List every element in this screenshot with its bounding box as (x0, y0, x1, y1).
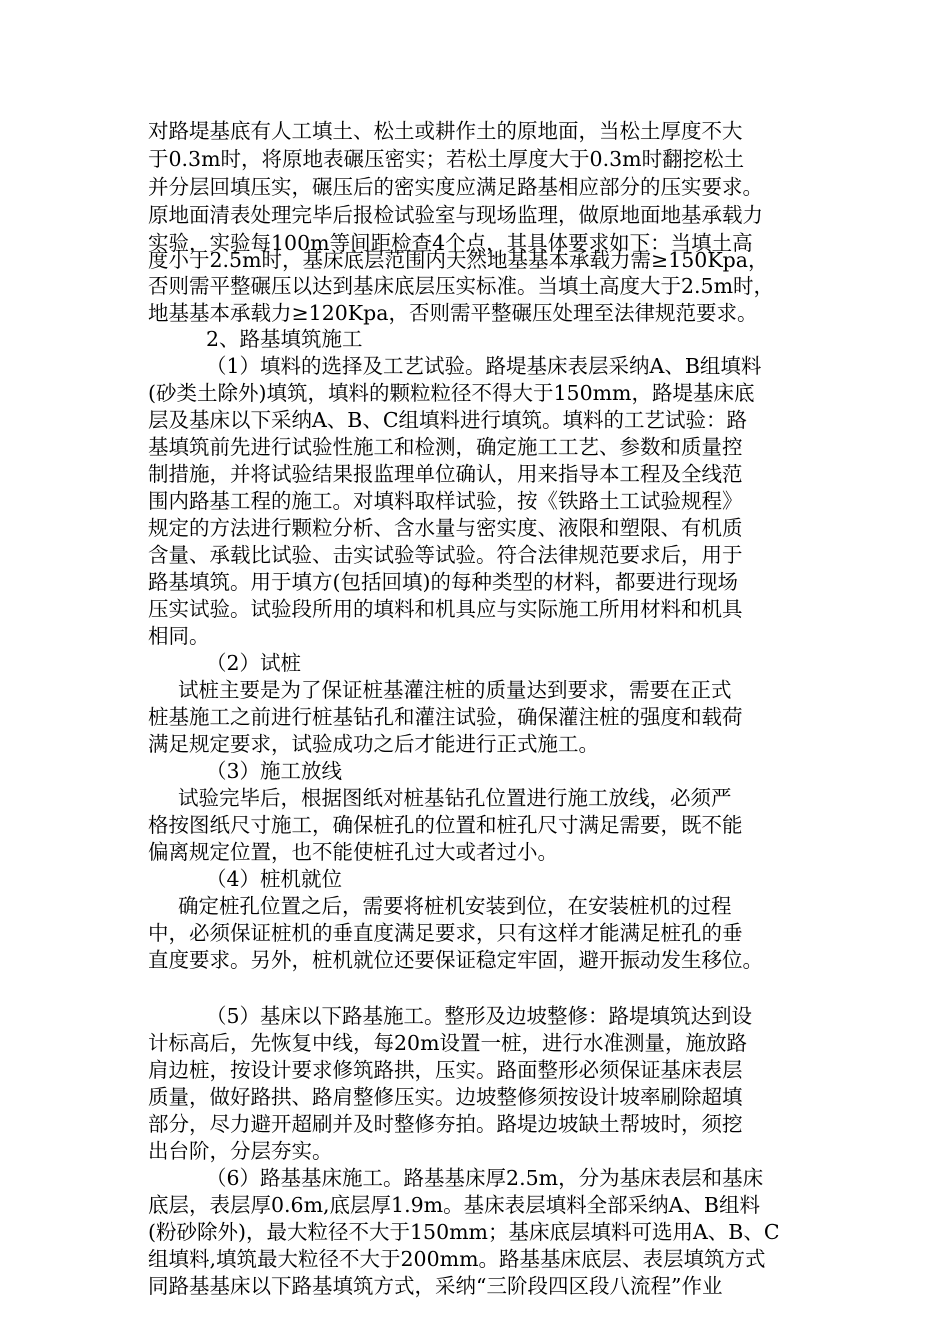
text-line: 实验，实验每100m等间距检查4个点，其具体要求如下：当填土高 (148, 231, 753, 255)
text-line: 中，必须保证桩机的垂直度满足要求，只有这样才能满足桩孔的垂 (148, 921, 743, 945)
text-line: 肩边桩，按设计要求修筑路拱，压实。路面整形必须保证基床表层 (148, 1058, 743, 1082)
text-line: 地基基本承载力≥120Kpa，否则需平整碾压处理至法律规范要求。 (148, 301, 758, 325)
text-line: 出台阶，分层夯实。 (148, 1139, 333, 1163)
text-line: （1）填料的选择及工艺试验。路堤基床表层采纳A、B组填料 (206, 354, 762, 378)
text-line: 质量，做好路拱、路肩整修压实。边坡整修须按设计坡率刷除超填 (148, 1085, 743, 1109)
section-heading: （2）试桩 (206, 651, 302, 675)
text-line: 同路基基床以下路基填筑方式，采纳“三阶段四区段八流程”作业 (148, 1274, 723, 1298)
text-line: 桩基施工之前进行桩基钻孔和灌注试验，确保灌注桩的强度和载荷 (148, 705, 743, 729)
text-line: 度小于2.5m时，基床底层范围内天然地基基本承载力需≥150Kpa， (148, 248, 769, 272)
section-heading: （3）施工放线 (206, 759, 343, 783)
text-line: 原地面清表处理完毕后报检试验室与现场监理，做原地面地基承载力 (148, 203, 763, 227)
text-line: 压实试验。试验段所用的填料和机具应与实际施工所用材料和机具 (148, 597, 743, 621)
text-line: （6）路基基床施工。路基基床厚2.5m，分为基床表层和基床 (206, 1166, 764, 1190)
section-heading: 2、路基填筑施工 (206, 327, 363, 351)
text-line: 格按图纸尺寸施工，确保桩孔的位置和桩孔尺寸满足需要，既不能 (148, 813, 743, 837)
text-line: 对路堤基底有人工填土、松土或耕作土的原地面，当松土厚度不大 (148, 119, 743, 143)
text-line: 满足规定要求，试验成功之后才能进行正式施工。 (148, 732, 599, 756)
text-line: （5）基床以下路基施工。整形及边坡整修：路堤填筑达到设 (206, 1004, 753, 1028)
section-heading: （4）桩机就位 (206, 867, 343, 891)
text-line: 相同。 (148, 624, 210, 648)
text-line: 围内路基工程的施工。对填料取样试验，按《铁路土工试验规程》 (148, 489, 743, 513)
text-line: 底层，表层厚0.6m,底层厚1.9m。基床表层填料全部采纳A、B组料 (148, 1193, 760, 1217)
text-line: 偏离规定位置，也不能使桩孔过大或者过小。 (148, 840, 558, 864)
text-line: 确定桩孔位置之后，需要将桩机安装到位，在安装桩机的过程 (178, 894, 732, 918)
text-line: 基填筑前先进行试验性施工和检测，确定施工工艺、参数和质量控 (148, 435, 743, 459)
text-line: 制措施，并将试验结果报监理单位确认，用来指导本工程及全线范 (148, 462, 743, 486)
text-line: 组填料,填筑最大粒径不大于200mm。路基基床底层、表层填筑方式 (148, 1247, 766, 1271)
text-line: 并分层回填压实，碾压后的密实度应满足路基相应部分的压实要求。 (148, 175, 763, 199)
text-line: 部分，尽力避开超刷并及时整修夯拍。路堤边坡缺土帮坡时，须挖 (148, 1112, 743, 1136)
text-line: 否则需平整碾压以达到基床底层压实标准。当填土高度大于2.5m时， (148, 274, 775, 298)
text-line: 含量、承载比试验、击实试验等试验。符合法律规范要求后，用于 (148, 543, 743, 567)
text-line: (粉砂除外)，最大粒径不大于150mm；基床底层填料可选用A、B、C (148, 1220, 780, 1244)
text-line: 于0.3m时，将原地表碾压密实；若松土厚度大于0.3m时翻挖松土 (148, 147, 745, 171)
text-line: 规定的方法进行颗粒分析、含水量与密实度、液限和塑限、有机质 (148, 516, 743, 540)
text-line: 路基填筑。用于填方(包括回填)的每种类型的材料，都要进行现场 (148, 570, 738, 594)
text-line: 计标高后，先恢复中线，每20m设置一桩，进行水准测量，施放路 (148, 1031, 748, 1055)
text-line: 层及基床以下采纳A、B、C组填料进行填筑。填料的工艺试验：路 (148, 408, 748, 432)
text-line: (砂类土除外)填筑，填料的颗粒粒径不得大于150mm，路堤基床底 (148, 381, 755, 405)
text-line: 直度要求。另外，桩机就位还要保证稳定牢固，避开振动发生移位。 (148, 948, 763, 972)
text-line: 试验完毕后，根据图纸对桩基钻孔位置进行施工放线，必须严 (178, 786, 732, 810)
text-line: 试桩主要是为了保证桩基灌注桩的质量达到要求，需要在正式 (178, 678, 732, 702)
